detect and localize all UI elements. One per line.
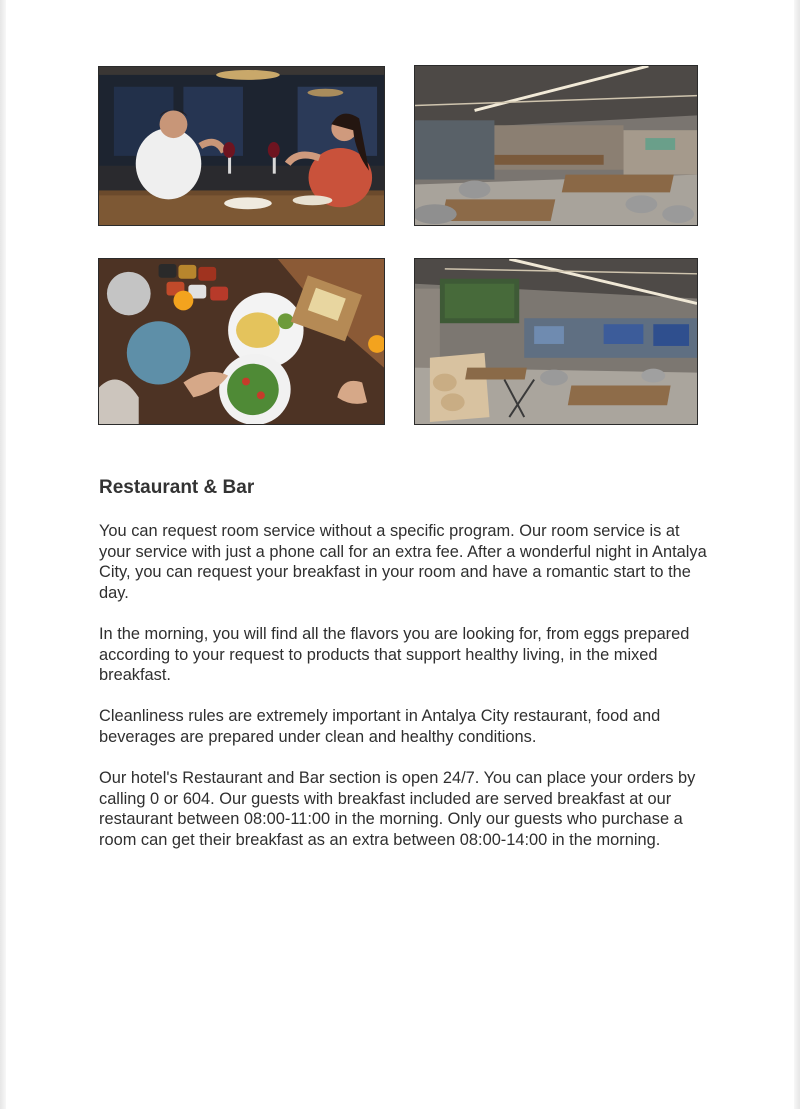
page-edge-right — [794, 0, 800, 1109]
photo-couple-dinner — [98, 66, 385, 226]
section-title: Restaurant & Bar — [99, 477, 255, 498]
photo-restaurant-interior-1-graphic — [415, 66, 697, 225]
paragraph-breakfast: In the morning, you will find all the flavors you are looking for, from eggs prepared according to your request to products that support healthy living, in the mixed breakfast. — [99, 625, 690, 685]
paragraph-opening-hours: Our hotel's Restaurant and Bar section is open 24/7. You can place your orders by calling 0 or 604. Our guests with breakfast included are served breakfast at our restaurant between 08:00-11:00 in the morning. Only our guests who purchase a room can get their breakfast as an extra between 08:00-14:00 in the morning. — [99, 769, 696, 849]
paragraph-cleanliness: Cleanliness rules are extremely important in Antalya City restaurant, food and beverages are prepared under clean and healthy conditions. — [99, 707, 661, 746]
photo-couple-dinner-graphic — [99, 67, 384, 225]
page-edge-left — [0, 0, 6, 1109]
photo-breakfast-table-graphic — [99, 259, 384, 424]
paragraph-room-service: You can request room service without a specific program. Our room service is at your service with just a phone call for an extra fee. After a wonderful night in Antalya City, you can request your breakfast in your room and have a romantic start to the day. — [99, 522, 707, 602]
photo-restaurant-interior-2-graphic — [415, 259, 697, 424]
photo-breakfast-table — [98, 258, 385, 425]
photo-restaurant-interior-2 — [414, 258, 698, 425]
photo-restaurant-interior-1 — [414, 65, 698, 226]
